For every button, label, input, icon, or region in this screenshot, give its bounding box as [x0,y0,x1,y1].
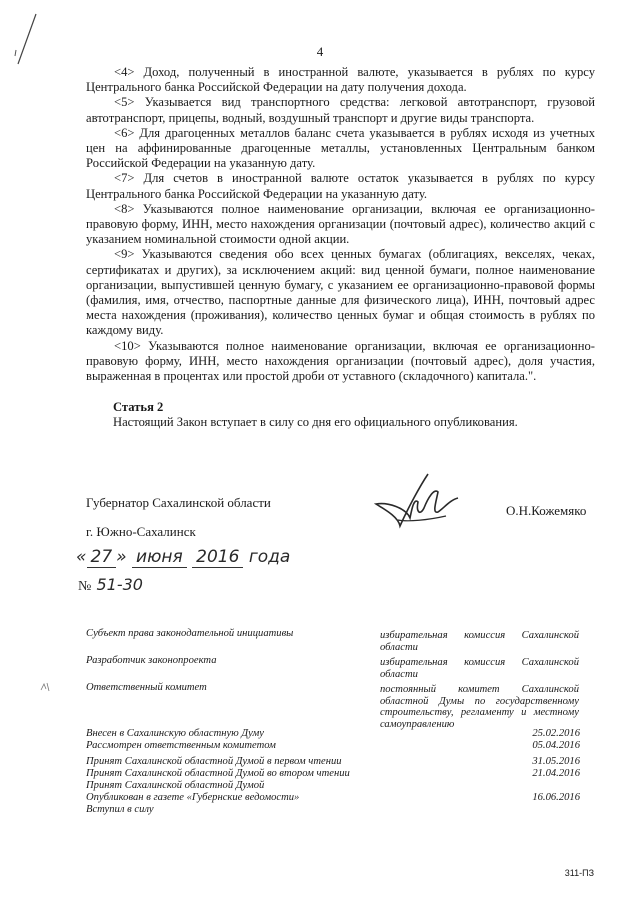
signatory-name: О.Н.Кожемяко [506,503,587,518]
date-quote-open: « [76,547,87,567]
meta-value-developer: избирательная комиссия Сахалинской области [380,657,579,680]
signing-city: г. Южно-Сахалинск [86,524,196,539]
date-year: 2016 [192,547,243,568]
footnote-6: <6> Для драгоценных металлов баланс счета указывается в рублях исходя из учетных цен на аффинированные драгоценные металлы, установленных Центральным банком Российской Федерации на указанную дату. [86,125,595,171]
law-number: 51-30 [96,575,143,594]
footnote-7: <7> Для счетов в иностранной валюте остаток указывается в рублях по курсу Центрального банка Российской Федерации на указанную дату. [86,171,595,201]
meta-label-developer: Разработчик законопроекта [86,655,217,666]
history-row: Принят Сахалинской областной Думой во втором чтении 21.04.2016 [86,768,580,779]
meta-value-initiative: избирательная комиссия Сахалинской области [380,630,579,653]
document-code: 311-ПЗ [564,868,594,878]
page-number: 4 [316,44,324,59]
date-month: июня [132,547,187,568]
signatory-position: Губернатор Сахалинской области [86,495,271,510]
footnote-9: <9> Указываются сведения обо всех ценных бумагах (облигациях, векселях, чеках, сертификатах и других), за исключением акций: вид ценной бумаги, полное наименование организации, выпустившей ценную бумагу, с указанием ее организационно-правовой формы (фамилия, имя, отчество, паспортные данные для физического лица), ИНН, почтовый адрес места нахождения (проживания), количество ценных бумаг и общая стоимость в рублях по каждому виду. [86,247,595,338]
footnote-8: <8> Указываются полное наименование организации, включая ее организационно-правовую форму, ИНН, место нахождения организации (почтовый адрес), количество акций с указанием номинальной стоимости одной акции. [86,201,595,247]
footnote-4: <4> Доход, полученный в иностранной валюте, указывается в рублях по курсу Центрального банка Российской Федерации на дату получения дохода. [86,65,595,95]
handwritten-date [76,547,290,568]
history-row: Принят Сахалинской областной Думой в первом чтении 31.05.2016 [86,756,580,767]
corner-pen-mark-icon [12,10,42,70]
date-year-word: года [248,547,291,567]
meta-value-committee: постоянный комитет Сахалинской областной Думы по государственному строительству, регламенту и местному самоуправлению [380,684,579,730]
date-quote-close: » [116,547,127,567]
history-row: Принят Сахалинской областной Думой [86,780,265,791]
footnote-10: <10> Указываются полное наименование организации, включая ее организационно-правовую форму, ИНН, место нахождения организации (почтовый адрес), доля участия, выраженная в процентах или простой дроби от уставного (складочного) капитала.". [86,338,595,384]
history-row: Рассмотрен ответственным комитетом 05.04.2016 [86,740,580,751]
meta-label-committee: Ответственный комитет [86,682,207,693]
footnotes-block [86,65,595,384]
handwritten-law-number [78,575,143,595]
handwritten-signature-icon [368,468,468,538]
meta-label-initiative: Субъект права законодательной инициативы [86,628,294,639]
date-day: 27 [87,547,117,568]
history-row: Вступил в силу [86,804,154,815]
law-history [86,728,580,816]
article-2-text: Настоящий Закон вступает в силу со дня его официального опубликования. [113,415,518,429]
history-row: Опубликован в газете «Губернские ведомости» 16.06.2016 [86,792,580,803]
history-row: Внесен в Сахалинскую областную Думу 25.02.2016 [86,728,580,739]
number-sign: № [78,579,92,594]
scan-smudge-icon [38,680,52,694]
footnote-5: <5> Указывается вид транспортного средства: легковой автотранспорт, грузовой автотранспорт, прицепы, водный, воздушный транспорт и другие виды транспорта. [86,95,595,125]
article-2-title: Статья 2 [113,400,164,414]
